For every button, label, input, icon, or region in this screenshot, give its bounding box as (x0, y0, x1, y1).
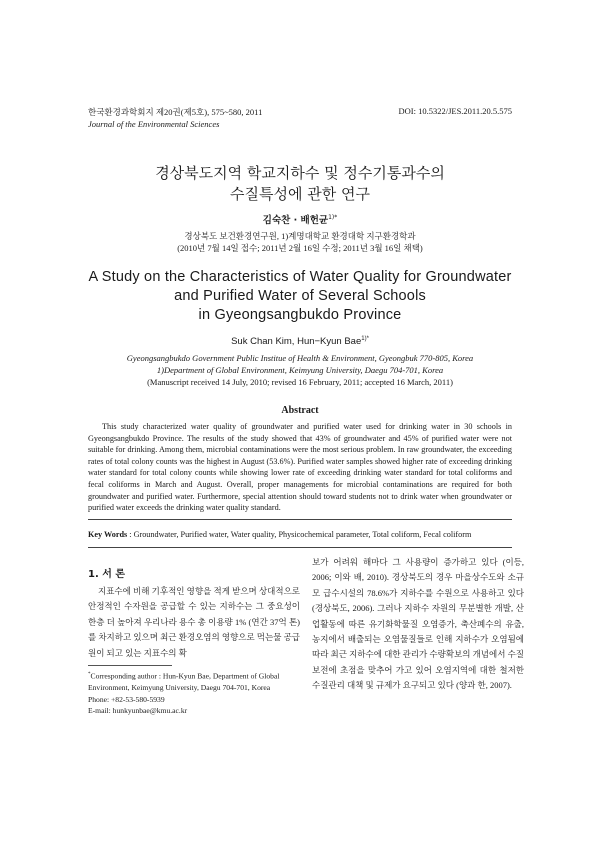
abstract-heading: Abstract (281, 405, 319, 416)
korean-affiliation (0, 230, 600, 254)
english-affiliation (0, 352, 600, 388)
korean-affiliation-line-1: 경상북도 보건환경연구원, 1)계명대학교 환경대학 지구환경학과 (184, 231, 416, 241)
journal-citation (88, 106, 262, 130)
korean-authors (0, 212, 600, 226)
keywords-label: Key Words (88, 530, 128, 539)
introduction-left-column: 지표수에 비해 기후적인 영향을 적게 받으며 상대적으로 안정적인 수자원을 공급할 수 있는 지하수는 그 중요성이 한층 더 높아져 우리나라 용수 총 이용량 1% (연간 37억 톤)를 차지하고 있으며 최근 환경오염의 영향으로 먹는물 공급원이 되고 있는 지표수의 확 (88, 586, 300, 658)
english-title (0, 268, 600, 325)
footnote-mark: * (88, 672, 91, 677)
keywords-bottom-rule (88, 547, 512, 548)
english-affiliation-line-1: Gyeongsangbukdo Government Public Institue of Health & Environment, Gyeongbuk 770-805, Korea (126, 353, 474, 363)
english-author-mark: 1)* (361, 336, 369, 342)
footnote-phone: Phone: +82-53-580-5939 (88, 694, 165, 704)
keywords-text: : Groundwater, Purified water, Water quality, Physicochemical parameter, Total coliform, Fecal coliform (127, 530, 472, 539)
abstract-text: This study characterized water quality of groundwater and purified water used for drinking water in 30 schools in Gyeongsangbukdo Province. The results of the study showed that 43% of groundwater and 45% of purified water were not suitable for drinking. Among them, microbial contaminations were the most serious problem. In raw groundwater, the exceeding rates of total colony counts was the highest in August (53.6%). Purified water samples showed higher rate of exceeding drinking water standard for total colony counts while showing lower rate of exceeding drinking water standard for total coliforms and fecal coliforms in March and August. Overall, proper managements for microbial contaminations are required for both groundwater and purified water. Furthermore, special attention should toward students not to drink water when groundwater or purified water exceeds the drinking water quality standard. (88, 422, 512, 513)
english-authors (0, 336, 600, 347)
english-title-line-2: and Purified Water of Several Schools (174, 288, 426, 304)
korean-title-line-2: 수질특성에 관한 연구 (230, 185, 370, 203)
journal-korean-citation: 한국환경과학회지 제20권(제5호), 575~580, 2011 (88, 107, 263, 117)
doi: DOI: 10.5322/JES.2011.20.5.575 (398, 106, 512, 116)
english-affiliation-line-2: 1)Department of Global Environment, Keimyung University, Daegu 704-701, Korea (156, 365, 444, 375)
journal-english-name: Journal of the Environmental Sciences (88, 119, 220, 129)
introduction-right-column: 보가 어려워 해마다 그 사용량이 증가하고 있다 (이등, 2006; 이와 배, 2010). 경상북도의 경우 마을상수도와 소규모 급수시설의 78.6%가 지하수를 수원으로 사용하고 있다 (경상북도, 2006). 그러나 지하수 자원의 무분별한 개발, 산업활동에 따른 유기화학물질 오염증가, 축산폐수의 유출, 농지에서 배출되는 오염물질들로 인해 지하수가 오염됨에 따라 최근 지하수에 대한 관리가 수량확보의 개념에서 수질보전에 초점을 맞추어 가고 있어 오염지역에 대한 철저한 수질관리 대책 및 규제가 요구되고 있다 (양과 한, 2007). (312, 557, 524, 691)
keywords (88, 530, 528, 539)
corresponding-author-footnote (88, 669, 304, 717)
footnote-email: E-mail: hunkyunbae@kmu.ac.kr (88, 706, 188, 716)
english-author-names: Suk Chan Kim, Hun−Kyun Bae (231, 336, 362, 348)
korean-title (0, 163, 600, 205)
manuscript-dates: (Manuscript received 14 July, 2010; revised 16 February, 2011; accepted 16 March, 2011) (147, 377, 453, 387)
korean-author-mark: 1)* (328, 213, 338, 221)
korean-author-names: 김숙찬 · 배헌균 (262, 215, 329, 226)
korean-title-line-1: 경상북도지역 학교지하수 및 정수기통과수의 (155, 164, 445, 182)
footnote-rule (88, 665, 172, 666)
english-title-line-3: in Gyeongsangbukdo Province (198, 307, 402, 323)
korean-received-dates: (2010년 7월 14일 접수; 2011년 2월 16일 수정; 2011년 3월 16일 채택) (177, 243, 423, 253)
footnote-line-1: Corresponding author : Hun-Kyun Bae, Department of Global Environment, Keimyung University, Daegu 704-701, Korea (88, 671, 280, 693)
section-heading-introduction: 1. 서 론 (88, 569, 126, 580)
english-title-line-1: A Study on the Characteristics of Water Quality for Groundwater (88, 269, 512, 285)
keywords-top-rule (88, 519, 512, 520)
